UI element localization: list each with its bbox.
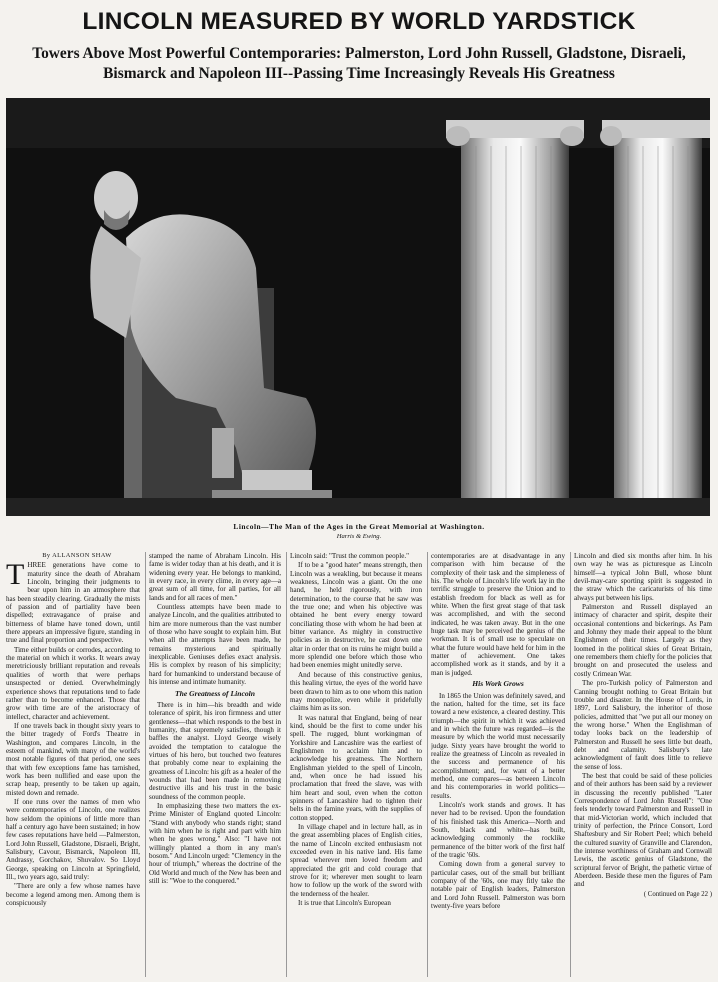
article-paragraph: stamped the name of Abraham Lincoln. His fame is wider today than at his death, and it is widening every year. He belongs to mankind, in every race, in every clime, in every age—a great sum of all time, for all parties, for all lands and for all races of men." bbox=[149, 552, 281, 602]
article-paragraph: It is true that Lincoln's European bbox=[298, 899, 391, 908]
byline: By ALLANSON SHAW bbox=[42, 552, 112, 559]
article-paragraph: Lincoln said: "Trust the common people." bbox=[290, 552, 410, 560]
article-paragraph: In village chapel and in lecture hall, as in the great assembling places of English cities, the name of Lincoln excited enthusiasm not exceeded even in his native land. His fame spread wherever men loved freedom and appreciated the grit and cold courage that strove for it; wherever men sought to learn how to follow up the work of the sword with the tenderness of the healer. bbox=[290, 823, 422, 898]
column-center bbox=[446, 120, 584, 516]
article-column-5 bbox=[574, 552, 712, 977]
article-paragraph: If to be a "good hater" means strength, then Lincoln was a weakling, but because it means weakness, Lincoln was a giant. On the one hand, he held rigorously, with iron determination, to the course that he saw was the true one; and when his objective was obtained he bent every energy toward conciliating those with whom he had been at bitter variance. As mighty in constructive policies as in destructive, he cast down one altar in order that on its ruins he might build a more splendid one before which those who had been enemies might unitedly serve. bbox=[290, 561, 422, 670]
photo-credit: Harris & Ewing. bbox=[336, 533, 382, 540]
column-rule bbox=[427, 552, 428, 977]
column-rule bbox=[145, 552, 146, 977]
article-column-2 bbox=[149, 552, 281, 977]
section-heading-work-grows: His Work Grows bbox=[472, 679, 524, 689]
article-paragraph: In 1865 the Union was definitely saved, and the nation, halted for the time, set its face toward a new existence, a cleared destiny. This triumph—the spirit in which it was achieved and in which the future was regarded—is the measure by which the world must necessarily judge. Sixty years have brought the world to realize the greatness of Lincoln as revealed in the success and permanence of his accomplishment; and, for want of a better method, one compares—as between Lincoln and his contemporaries in world politics—results. bbox=[431, 691, 565, 800]
article-paragraph: T HREE generations have come to maturity since the death of Abraham Lincoln, bringing their judgments to bear upon him in an atmosphere that has been steadily clearing. Gradually the mists of passion and of partiality have been dispelled; extravagance of praise and bitterness of blame have toned down, until there appears an impressive figure, standing in true and final proportion and perspective. bbox=[6, 558, 140, 645]
drop-cap: T bbox=[6, 558, 25, 592]
article-paragraph: If one travels back in thought sixty years to the bitter tragedy of Ford's Theatre in Washington, and compares Lincoln, in the esteem of mankind, with many of the world's most notable figures of that period, one sees that with few exceptions fame has tarnished, work has been nullified and ease upon the scrap heap, presently to be taken up again, misted down and remade. bbox=[6, 721, 140, 797]
continued-notice: ( Continued on Page 22 ) bbox=[643, 890, 712, 898]
article-column-4 bbox=[431, 552, 565, 977]
article-paragraph: And because of this constructive genius, this healing virtue, the eyes of the world have been drawn to him as to one whom this nation may monopolize, even while it pridefully claims him as its son. bbox=[290, 670, 422, 713]
article-paragraph: The pro-Turkish policy of Palmerston and Canning brought nothing to Great Britain but trouble and disaster. In the House of Lords, in 1897, Lord Salisbury, the inheritor of those policies, admitted that "we put all our money on the wrong horse." When the Englishman of today looks back on the leadership of Palmerston and Russell he sees little but death, debt and calamity. Salisbury's late acknowledgment of fault does little to relieve the sense of loss. bbox=[574, 679, 712, 771]
article-column-1 bbox=[6, 552, 140, 977]
article-paragraph: Time either builds or corrodes, according to the material on which it works. It wears away meretriciously brilliant reputation and reveals qualities of worth that were perhaps unsuspected or denied. Overwhelmingly experience shows that reputations tend to fade rather than to become enhanced. Those that grow with time are of the aristocracy of intellect, character and achievement. bbox=[6, 645, 140, 721]
article-paragraph: Lincoln's work stands and grows. It has never had to be revised. Upon the foundation of his finished task this America—North and South, black and white—has built, acknowledging commonly the rocklike permanence of the bitter work of the first half of the tragic '60s. bbox=[431, 800, 565, 860]
article-column-3 bbox=[290, 552, 422, 977]
lincoln-memorial-photo bbox=[6, 98, 710, 516]
headline: LINCOLN MEASURED BY WORLD YARDSTICK bbox=[82, 8, 636, 35]
section-heading-greatness: The Greatness of Lincoln bbox=[175, 688, 255, 698]
subhead: Towers Above Most Powerful Contemporaries: Palmerston, Lord John Russell, Gladstone, Disraeli, Bismarck and Napoleon III--Passing Time Increasingly Reveals His Greatness bbox=[32, 45, 686, 82]
article-paragraph: contemporaries are at disadvantage in any comparison with him because of the complexity of their task and the simpleness of his. The whole of Lincoln's life work lay in the terrific struggle to preserve the Union and to establish freedom for black as well as for white. When the first great stage of that task was accomplished, and with the second indicated, he was taken away. But in the one huge task may be perceived the genius of the workman. It is of small use to speculate on what the future would have held for him in the matter of achievement. One takes accomplished work as it stands, and by it a man is judged. bbox=[431, 552, 565, 677]
column-right bbox=[600, 120, 710, 516]
article-paragraph: If one runs over the names of men who were contemporaries of Lincoln, one realizes how seldom the opinions of little more than half a century ago have been sustained; in how few cases reputations have held —Palmerston, Lord John Russell, Gladstone, Disraeli, Bright, Salisbury, Cavour, Bismarck, Napoleon III, Andrassy, Gorchakov, Shuvalov. So Lloyd George, speaking on Lincoln at Springfield, Ill., two years ago, said truly: bbox=[6, 797, 140, 882]
article-paragraph: In emphasizing these two matters the ex-Prime Minister of England quoted Lincoln: "Stand with anybody who stands right; stand with him when he is right and part with him when he goes wrong." Also: "I have not willingly planted a thorn in any man's bosom." And Lincoln urged: "Clemency in the hour of triumph," whereas the doctrine of the Old World and much of the New has been and still is: "Woe to the conquered." bbox=[149, 801, 281, 886]
column-rule bbox=[570, 552, 571, 977]
article-paragraph: Countless attempts have been made to analyze Lincoln, and the qualities attributed to him are more numerous than the vast number of those who have sought to explain him. But when all the attempts have been made, he remains mysterious and spiritually inexplicable. Geniuses defies exact analysis. His is complex by reason of his simplicity; hard for humankind to understand because of his intense and intimate humanity. bbox=[149, 603, 281, 687]
article-paragraph: Coming down from a general survey to particular cases, out of the small but brilliant company of the '60s, one may fitly take the notable pair of English leaders, Palmerston and Lord John Russell. Palmerston was born twenty-five years before bbox=[431, 860, 565, 911]
article-paragraph: It was natural that England, being of near kind, should be the first to come under his spell. The rugged, blunt workingman of Yorkshire and Lancashire was the earliest of Englishmen to acclaim him and to acknowledge his greatness. The Northern Englishman yielded to the spell of Lincoln, and, when once he had issued his proclamation that freed the slave, was with him heart and soul, even when the cotton spinners of Lancashire had to tighten their belts in the famine years, with the supplies of cotton stopped. bbox=[290, 713, 422, 822]
article-paragraph: Lincoln and died six months after him. In his own way he was as picturesque as Lincoln himself—a typical John Bull, whose blunt devil-may-care sporting spirit is suggested in the straw which the caricaturists of his time always put between his lips. bbox=[574, 552, 712, 602]
photo-caption: Lincoln—The Man of the Ages in the Great Memorial at Washington. bbox=[233, 522, 485, 531]
article-paragraph: The best that could be said of these policies and of their authors has been said by a reviewer in discussing the recently published "Later Correspondence of Lord John Russell": "One feels tenderly toward Palmerston and Russell in that mid-Victorian world, which included that trinity of perfection, the Prince Consort, Lord Shaftesbury and Sir Robert Peel; which beheld the cultured suavity of Granville and Clarendon, the intense worthiness of Graham and Cornwall Lewis, the ascetic genius of Gladstone, the scriptural fervor of Bright, the pathetic virtue of Aberdeen. Beside these men the figures of Pam and bbox=[574, 771, 712, 889]
column-rule bbox=[286, 552, 287, 977]
article-paragraph: There is in him—his breadth and wide tolerance of spirit, his iron firmness and utter gentleness—that which responds to the best in humanity, that supremely satisfies, though it baffles the analyst. Lloyd George wisely avoided the temptation to catalogue the virtues of his hero, but touched two features that probably come near to explaining the greatness of Lincoln: his gift as a healer of the wounds that had been made in removing destructive ills and his trust in the basic soundness of the common people. bbox=[149, 700, 281, 801]
article-paragraph: Palmerston and Russell displayed an intimacy of character and spirit, despite their occasional contentions and bickerings. As Pam and Johnny they made their appeal to the blunt Englishmen of their times. Largely as they loomed in the political skies of Great Britain, one remembers them chiefly for the policies that brought on and prosecuted the useless and costly Crimean War. bbox=[574, 603, 712, 678]
article-paragraph: "There are only a few whose names have become a legend among men. Among them is conspicuously bbox=[6, 882, 140, 908]
